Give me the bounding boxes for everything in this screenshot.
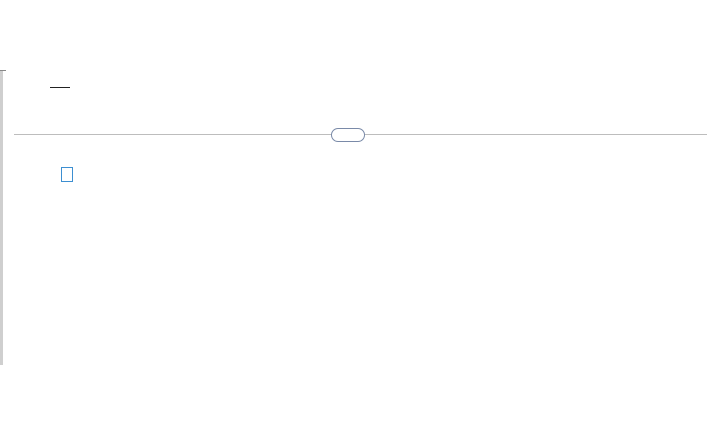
fraction-numerator: [50, 71, 70, 86]
answer-input[interactable]: [61, 167, 73, 182]
left-edge-tick: [0, 70, 6, 71]
left-edge-bar: [0, 70, 3, 365]
derivative-fraction: [50, 71, 70, 104]
more-button[interactable]: [331, 128, 365, 142]
fraction-bar: [50, 87, 70, 88]
fraction-denominator: [50, 89, 70, 104]
